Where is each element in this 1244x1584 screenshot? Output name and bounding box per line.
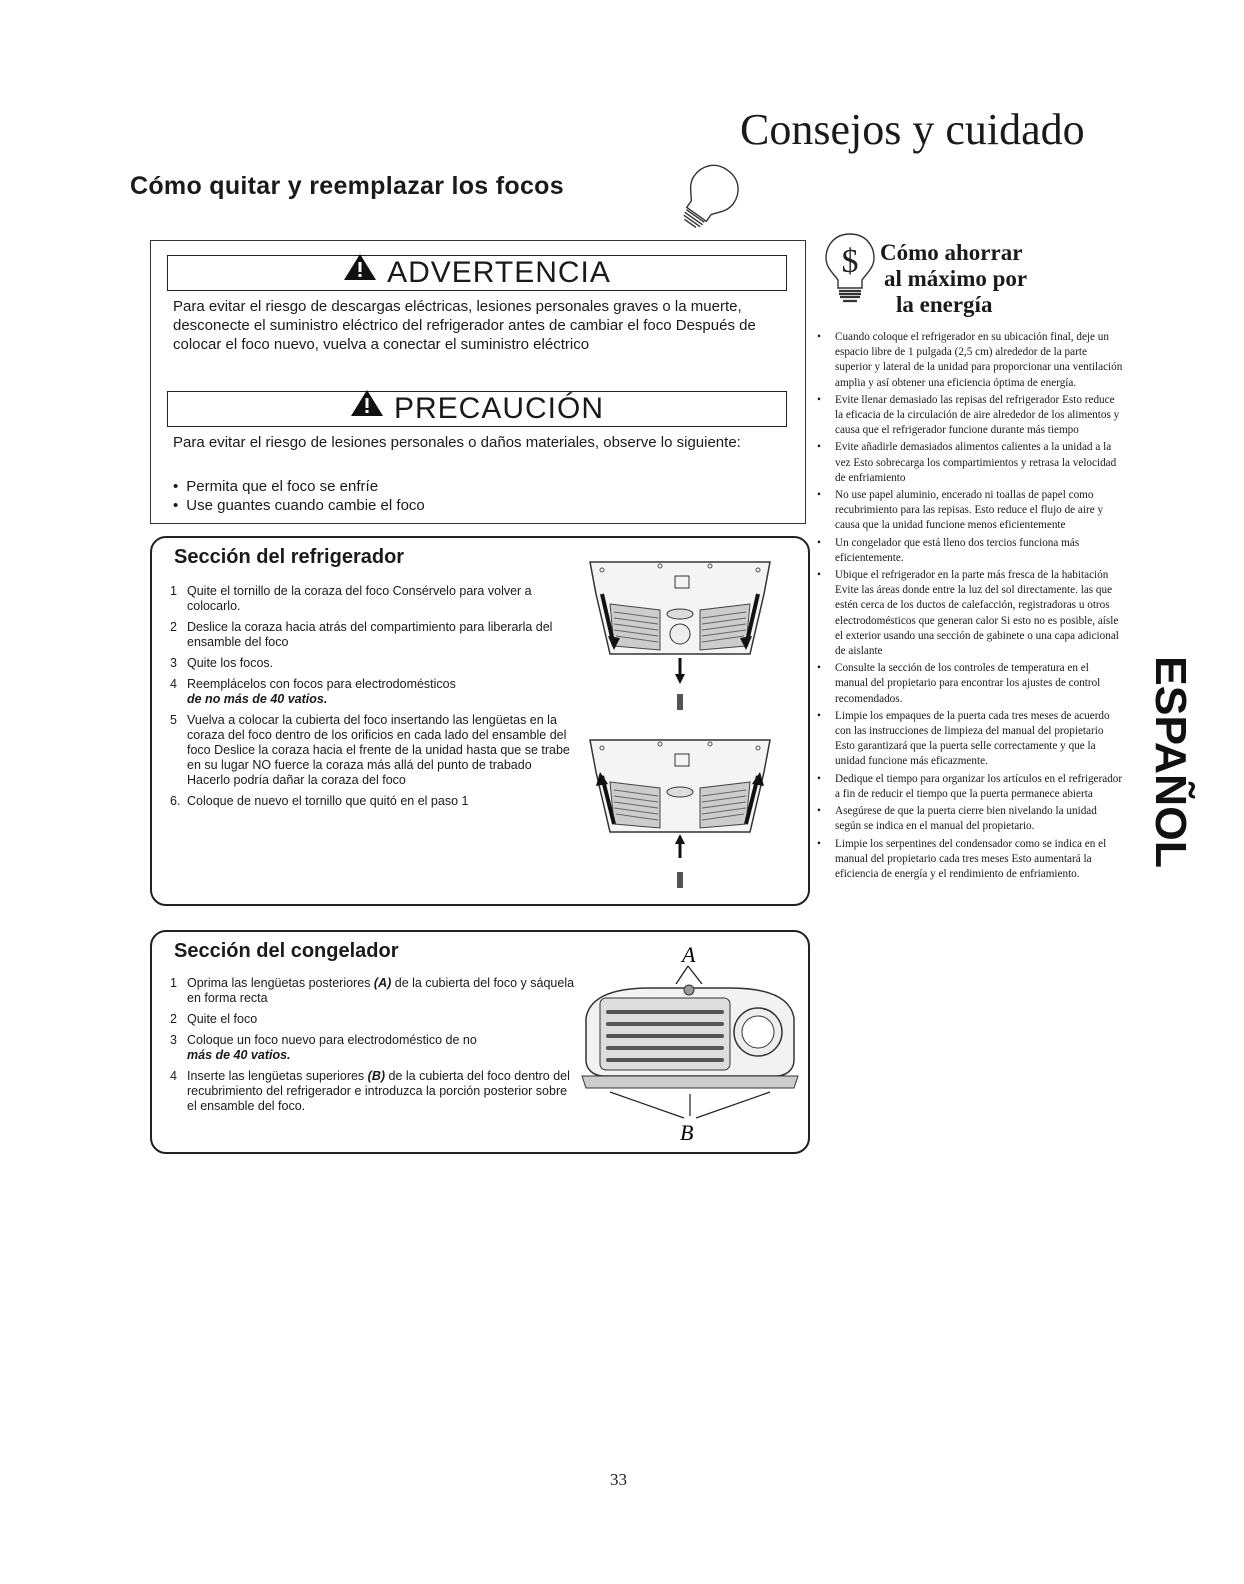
list-item: • Evite llenar demasiado las repisas del refrigerador Esto reduce la eficacia de la circulación de aire alrededor de los alimentos y causa que el refrigerador funcione durante más tiempo (814, 393, 1124, 439)
svg-text:$: $ (841, 243, 859, 280)
list-item: 5 Vuelva a colocar la cubierta del foco insertando las lengüetas en la coraza del foco dentro de los orificios en cada lado del ensamble del foco Deslice la coraza hacia el frente de la unidad hasta que se trabe en su lugar NO fuerce la coraza más allá del punto de trabado Hacerlo podría dañar la coraza del foco (170, 713, 570, 787)
caution-list (173, 477, 425, 515)
fridge-steps-list (170, 584, 570, 815)
list-item: 2 Deslice la coraza hacia atrás del compartimiento para liberarla del ensamble del foco (170, 620, 553, 649)
caution-triangle-icon (350, 389, 384, 425)
caution-banner (167, 391, 787, 427)
fridge-section-title: Sección del refrigerador (174, 546, 405, 568)
fridge-light-cover-removal-illustration (580, 554, 780, 724)
list-item: • Permita que el foco se enfríe (173, 477, 425, 496)
list-item: 1 Oprima las lengüetas posteriores (A) de la cubierta del foco y sáquela en forma recta (170, 976, 575, 1005)
list-item: 6. Coloque de nuevo el tornillo que quitó en el paso 1 (170, 794, 469, 808)
svg-text:ESPAÑOL: ESPAÑOL (1146, 656, 1195, 866)
energy-tips-column (814, 330, 1124, 884)
list-item: • Use guantes cuando cambie el foco (173, 496, 425, 515)
list-item: • Evite añadirle demasiados alimentos calientes a la unidad a la vez Esto sobrecarga los compartimientos y retrasa la velocidad de enfriamiento (814, 440, 1124, 486)
list-item: • Asegúrese de que la puerta cierre bien nivelando la unidad según se indica en el manual del propietario. (814, 804, 1124, 834)
warning-label: ADVERTENCIA (387, 256, 611, 289)
list-item: 3 Quite los focos. (170, 656, 274, 670)
warning-triangle-icon (343, 253, 377, 289)
safety-warning-box (150, 240, 806, 524)
freezer-section-title: Sección del congelador (174, 940, 399, 962)
dollar-bulb-icon (820, 230, 880, 315)
page-number: 33 (610, 1470, 627, 1489)
list-item: 1 Quite el tornillo de la coraza del foco Consérvelo para volver a colocarlo. (170, 584, 532, 613)
list-item: • Ubique el refrigerador en la parte más fresca de la habitación Evite las áreas donde entre la luz del sol directamente. las que estén cerca de los ductos de calefacción, registradoras u otros electrodomésticos que generan calor Si esto no es posible, aísle el exterior usando una sección de gabinete o una capa adicional de aislante (814, 568, 1124, 659)
list-item: 4 Inserte las lengüetas superiores (B) de la cubierta del foco dentro del recubrimiento del refrigerador e introduzca la porción posterior sobre el ensamble del foco. (170, 1069, 570, 1113)
fridge-light-cover-install-illustration (580, 732, 780, 902)
light-bulb-icon (668, 158, 748, 243)
warning-text: Para evitar el riesgo de descargas eléctricas, lesiones personales graves o la muerte, desconecte el suministro eléctrico del refrigerador antes de cambiar el foco Después de colocar el foco nuevo, vuelva a conectar el suministro eléctrico (173, 298, 756, 353)
list-item: 4 Reemplácelos con focos para electrodomésticos de no más de 40 vatios. (170, 677, 456, 706)
language-tab (1112, 652, 1195, 872)
caution-text: Para evitar el riesgo de lesiones personales o daños materiales, observe lo siguiente: (173, 434, 741, 451)
label-b: B (680, 1120, 694, 1145)
freezer-section-panel (150, 930, 810, 1154)
energy-savings-title: Cómo ahorrar al máximo por la energía (880, 240, 1028, 317)
label-a: A (682, 942, 696, 967)
list-item: • No use papel aluminio, encerado ni toallas de papel como recubrimiento para las repisas. Esto reduce el flujo de aire y causa que la unidad funcione menos eficientemente (814, 488, 1124, 534)
page-title: Consejos y cuidado (740, 105, 1085, 154)
list-item: • Un congelador que está lleno dos tercios funciona más eficientemente. (814, 536, 1124, 566)
list-item: 3 Coloque un foco nuevo para electrodoméstico de no más de 40 vatios. (170, 1033, 477, 1062)
warning-banner (167, 255, 787, 291)
list-item: • Limpie los empaques de la puerta cada tres meses de acuerdo con las instrucciones de limpieza del manual del propietario Esto garantizará que la puerta selle correctamente y que la unidad funcione más eficazmente. (814, 709, 1124, 770)
list-item: • Dedique el tiempo para organizar los artículos en el refrigerador a fin de reducir el tiempo que la puerta permanece abierta (814, 772, 1124, 802)
fridge-section-panel (150, 536, 810, 906)
list-item: • Limpie los serpentines del condensador como se indica en el manual del propietario cada tres meses Esto aumentará la eficiencia de energía y el rendimiento de enfriamiento. (814, 837, 1124, 883)
list-item: • Consulte la sección de los controles de temperatura en el manual del propietario para encontrar los ajustes de control recomendados. (814, 661, 1124, 707)
list-item: • Cuando coloque el refrigerador en su ubicación final, deje un espacio libre de 1 pulgada (2,5 cm) alrededor de la parte superior y lateral de la unidad para proporcionar una ventilación amplia y así obtener una eficiencia óptima de energía. (814, 330, 1124, 391)
energy-tips-list (814, 330, 1124, 882)
freezer-light-cover-illustration (580, 942, 802, 1148)
freezer-steps-list (170, 976, 580, 1120)
section-heading: Cómo quitar y reemplazar los focos (130, 172, 564, 200)
caution-label: PRECAUCIÓN (393, 392, 605, 425)
list-item: 2 Quite el foco (170, 1012, 258, 1026)
